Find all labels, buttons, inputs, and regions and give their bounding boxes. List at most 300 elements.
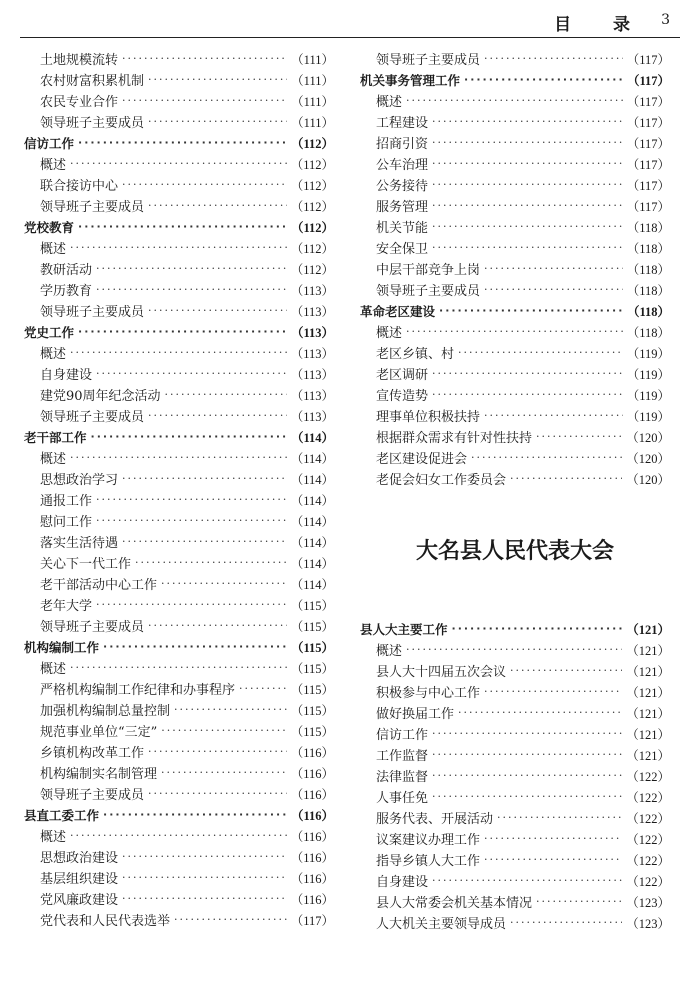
toc-entry	[24, 615, 334, 636]
toc-entry-label: 教研活动	[40, 263, 93, 278]
toc-entry	[360, 807, 670, 828]
toc-entry-page: （115）	[290, 598, 334, 613]
toc-leader-dots	[458, 346, 623, 359]
toc-entry-label: 领导班子主要成员	[40, 200, 145, 215]
toc-entry	[360, 723, 670, 744]
toc-entry-label: 根据群众需求有针对性扶持	[376, 431, 533, 446]
toc-entry-label: 概述	[40, 452, 67, 467]
toc-entry	[24, 279, 334, 300]
toc-leader-dots	[510, 664, 622, 677]
toc-entry-label: 思想政治建设	[40, 851, 119, 866]
toc-entry	[360, 342, 670, 363]
toc-entry-label: 服务代表、开展活动	[376, 812, 494, 827]
toc-leader-dots	[432, 241, 623, 254]
toc-entry-page: （118）	[626, 304, 670, 319]
toc-entry-page: （113）	[290, 388, 334, 403]
toc-leader-dots	[439, 304, 623, 317]
toc-entry-label: 宣传造势	[376, 389, 429, 404]
toc-leader-dots	[406, 643, 622, 656]
toc-entry-page: （112）	[290, 262, 334, 277]
toc-entry-page: （117）	[626, 73, 670, 88]
toc-entry	[24, 762, 334, 783]
toc-entry	[360, 870, 670, 891]
toc-entry	[360, 216, 670, 237]
toc-entry-page: （119）	[626, 388, 670, 403]
toc-entry-page: （115）	[290, 619, 334, 634]
toc-entry	[24, 678, 334, 699]
toc-entry	[24, 720, 334, 741]
toc-entry-page: （115）	[290, 703, 334, 718]
toc-entry	[360, 447, 670, 468]
toc-entry-label: 自身建设	[376, 875, 429, 890]
toc-leader-dots	[161, 724, 286, 737]
toc-leader-dots	[122, 535, 287, 548]
toc-entry-label: 领导班子主要成员	[376, 284, 481, 299]
toc-leader-dots	[458, 706, 622, 719]
toc-entry	[24, 342, 334, 363]
toc-entry	[24, 552, 334, 573]
toc-entry-page: （116）	[290, 829, 334, 844]
toc-entry-page: （117）	[290, 913, 334, 928]
toc-entry-page: （121）	[626, 685, 670, 700]
toc-entry-label: 机构编制工作	[24, 639, 100, 655]
toc-entry-label: 加强机构编制总量控制	[40, 704, 171, 719]
toc-entry-label: 党代表和人民代表选举	[40, 914, 171, 929]
toc-leader-dots	[432, 367, 623, 380]
toc-section-entry	[24, 216, 334, 237]
toc-entry	[24, 447, 334, 468]
toc-entry	[24, 48, 334, 69]
toc-leader-dots	[432, 790, 622, 803]
toc-entry	[360, 702, 670, 723]
toc-entry-page: （118）	[626, 220, 670, 235]
toc-leader-dots	[165, 388, 287, 401]
toc-leader-dots	[148, 115, 287, 128]
toc-entry-label: 招商引资	[376, 137, 429, 152]
toc-leader-dots	[122, 52, 287, 65]
toc-entry-label: 概述	[40, 347, 67, 362]
toc-section-entry	[24, 132, 334, 153]
toc-leader-dots	[148, 304, 287, 317]
toc-entry-page: （116）	[290, 850, 334, 865]
toc-entry-label: 中层干部竞争上岗	[376, 263, 481, 278]
toc-leader-dots	[536, 895, 622, 908]
toc-entry	[360, 279, 670, 300]
toc-entry	[360, 90, 670, 111]
toc-entry	[360, 765, 670, 786]
toc-entry-page: （116）	[290, 808, 334, 823]
toc-leader-dots	[432, 220, 623, 233]
toc-entry-label: 党史工作	[24, 324, 75, 340]
toc-entry-label: 基层组织建设	[40, 872, 119, 887]
toc-entry-label: 领导班子主要成员	[40, 305, 145, 320]
toc-entry-label: 概述	[40, 830, 67, 845]
toc-entry	[24, 594, 334, 615]
toc-entry-page: （115）	[290, 682, 334, 697]
toc-entry-page: （118）	[626, 241, 670, 256]
toc-leader-dots	[148, 409, 287, 422]
toc-leader-dots	[70, 661, 287, 674]
toc-section-entry	[360, 618, 670, 639]
toc-leader-dots	[148, 73, 287, 86]
toc-entry-label: 人事任免	[376, 791, 429, 806]
toc-entry-page: （121）	[626, 748, 670, 763]
toc-leader-dots	[484, 262, 623, 275]
toc-leader-dots	[70, 829, 287, 842]
toc-section-entry	[24, 426, 334, 447]
toc-entry-page: （118）	[626, 262, 670, 277]
toc-entry	[360, 321, 670, 342]
toc-entry	[360, 237, 670, 258]
toc-entry-page: （118）	[626, 325, 670, 340]
toc-entry	[360, 132, 670, 153]
toc-leader-dots	[70, 451, 287, 464]
toc-entry	[360, 660, 670, 681]
toc-leader-dots	[174, 703, 287, 716]
toc-entry	[360, 111, 670, 132]
toc-entry-page: （121）	[626, 706, 670, 721]
toc-entry-label: 概述	[40, 242, 67, 257]
toc-entry	[360, 849, 670, 870]
toc-leader-dots	[432, 157, 623, 170]
toc-entry	[24, 699, 334, 720]
toc-entry-page: （119）	[626, 367, 670, 382]
toc-entry-page: （114）	[290, 493, 334, 508]
toc-entry	[24, 825, 334, 846]
toc-leader-dots	[432, 115, 623, 128]
toc-section-entry	[24, 804, 334, 825]
toc-leader-dots	[103, 640, 287, 653]
toc-entry-page: （111）	[291, 94, 334, 109]
toc-entry-label: 领导班子主要成员	[40, 788, 145, 803]
toc-entry-label: 概述	[376, 326, 403, 341]
toc-entry-page: （118）	[626, 283, 670, 298]
toc-entry-label: 土地规模流转	[40, 53, 119, 68]
toc-leader-dots	[70, 346, 287, 359]
toc-entry-label: 老区调研	[376, 368, 429, 383]
toc-leader-dots	[432, 136, 623, 149]
toc-leader-dots	[432, 874, 622, 887]
toc-leader-dots	[148, 787, 287, 800]
toc-entry-label: 人大机关主要领导成员	[376, 917, 507, 932]
toc-entry-page: （113）	[290, 283, 334, 298]
toc-entry-label: 落实生活待遇	[40, 536, 119, 551]
toc-entry-label: 通报工作	[40, 494, 93, 509]
toc-right-column	[360, 48, 670, 489]
toc-entry-label: 关心下一代工作	[40, 557, 132, 572]
toc-entry	[24, 741, 334, 762]
toc-entry-page: （117）	[626, 178, 670, 193]
toc-entry-page: （122）	[626, 874, 670, 889]
toc-leader-dots	[452, 622, 623, 635]
toc-leader-dots	[78, 220, 287, 233]
toc-entry-page: （122）	[626, 790, 670, 805]
toc-entry-label: 建党90周年纪念活动	[40, 389, 161, 404]
toc-leader-dots	[122, 178, 287, 191]
toc-entry-page: （114）	[290, 556, 334, 571]
toc-leader-dots	[96, 598, 287, 611]
toc-entry	[24, 195, 334, 216]
toc-entry-label: 县人大常委会机关基本情况	[376, 896, 533, 911]
toc-entry	[360, 891, 670, 912]
toc-entry	[360, 174, 670, 195]
toc-leader-dots	[174, 913, 287, 926]
toc-leader-dots	[484, 283, 623, 296]
toc-entry-label: 老年大学	[40, 599, 93, 614]
toc-section-entry	[24, 321, 334, 342]
toc-entry	[360, 912, 670, 933]
toc-entry	[24, 867, 334, 888]
toc-entry-label: 老促会妇女工作委员会	[376, 473, 507, 488]
toc-entry-label: 概述	[376, 95, 403, 110]
toc-entry-label: 信访工作	[24, 135, 75, 151]
toc-leader-dots	[464, 73, 623, 86]
toc-entry-page: （117）	[626, 199, 670, 214]
section-title: 大名县人民代表大会	[415, 539, 614, 564]
toc-leader-dots	[471, 451, 622, 464]
toc-entry-page: （119）	[626, 346, 670, 361]
toc-entry-page: （113）	[290, 304, 334, 319]
toc-entry-page: （122）	[626, 811, 670, 826]
toc-leader-dots	[239, 682, 287, 695]
toc-entry-page: （111）	[291, 52, 334, 67]
toc-leader-dots	[510, 472, 622, 485]
toc-entry-page: （114）	[290, 577, 334, 592]
toc-leader-dots	[432, 199, 623, 212]
toc-entry	[24, 531, 334, 552]
toc-entry-label: 公车治理	[376, 158, 429, 173]
toc-entry	[24, 90, 334, 111]
toc-entry	[360, 828, 670, 849]
toc-entry-label: 县直工委工作	[24, 807, 100, 823]
toc-leader-dots	[122, 850, 287, 863]
toc-entry	[360, 258, 670, 279]
toc-entry-label: 服务管理	[376, 200, 429, 215]
toc-entry-label: 概述	[376, 644, 403, 659]
toc-entry-label: 严格机构编制工作纪律和办事程序	[40, 683, 236, 698]
page-header	[0, 0, 700, 38]
toc-entry	[24, 489, 334, 510]
toc-entry	[360, 363, 670, 384]
toc-entry-page: （113）	[290, 367, 334, 382]
toc-entry-label: 革命老区建设	[360, 303, 436, 319]
toc-leader-dots	[484, 832, 622, 845]
toc-entry-label: 法律监督	[376, 770, 429, 785]
toc-entry-page: （117）	[626, 52, 670, 67]
toc-entry-label: 老区乡镇、村	[376, 347, 455, 362]
toc-entry-page: （112）	[290, 178, 334, 193]
toc-entry-label: 学历教育	[40, 284, 93, 299]
toc-entry-page: （116）	[290, 892, 334, 907]
toc-entry-label: 机关节能	[376, 221, 429, 236]
toc-entry-label: 规范事业单位“三定”	[40, 725, 158, 740]
toc-leader-dots	[70, 241, 287, 254]
toc-left-column	[24, 48, 334, 930]
toc-entry-label: 县人大主要工作	[360, 621, 448, 637]
toc-entry-label: 党风廉政建设	[40, 893, 119, 908]
toc-entry-page: （119）	[626, 409, 670, 424]
toc-leader-dots	[148, 619, 287, 632]
toc-leader-dots	[135, 556, 287, 569]
toc-section-entry	[360, 69, 670, 90]
toc-leader-dots	[406, 325, 623, 338]
toc-entry-page: （122）	[626, 769, 670, 784]
toc-entry-page: （121）	[626, 622, 670, 637]
toc-entry-page: （112）	[290, 136, 334, 151]
toc-entry-label: 概述	[40, 662, 67, 677]
toc-leader-dots	[484, 409, 623, 422]
toc-leader-dots	[161, 577, 287, 590]
toc-entry-label: 领导班子主要成员	[40, 116, 145, 131]
toc-entry-page: （115）	[290, 724, 334, 739]
toc-entry-label: 慰问工作	[40, 515, 93, 530]
toc-entry-page: （120）	[626, 472, 670, 487]
toc-section-entry	[24, 636, 334, 657]
toc-entry-page: （116）	[290, 766, 334, 781]
toc-entry-label: 安全保卫	[376, 242, 429, 257]
toc-entry-page: （112）	[290, 157, 334, 172]
toc-leader-dots	[484, 52, 623, 65]
toc-entry-label: 乡镇机构改革工作	[40, 746, 145, 761]
toc-entry-label: 自身建设	[40, 368, 93, 383]
toc-entry-page: （121）	[626, 727, 670, 742]
toc-entry-page: （112）	[290, 241, 334, 256]
toc-entry-page: （112）	[290, 220, 334, 235]
toc-entry-page: （114）	[290, 451, 334, 466]
header-rule	[20, 37, 680, 38]
toc-entry	[24, 846, 334, 867]
toc-leader-dots	[96, 367, 287, 380]
toc-entry	[360, 384, 670, 405]
toc-entry	[24, 783, 334, 804]
toc-entry-page: （114）	[290, 430, 334, 445]
toc-leader-dots	[122, 472, 287, 485]
toc-entry-label: 老干部工作	[24, 429, 87, 445]
toc-entry-page: （117）	[626, 157, 670, 172]
toc-entry	[360, 681, 670, 702]
toc-leader-dots	[484, 853, 622, 866]
toc-entry-label: 信访工作	[376, 728, 429, 743]
toc-entry-page: （111）	[291, 115, 334, 130]
toc-entry	[24, 363, 334, 384]
toc-entry	[24, 468, 334, 489]
toc-entry-label: 工程建设	[376, 116, 429, 131]
toc-entry-label: 思想政治学习	[40, 473, 119, 488]
toc-entry-label: 县人大十四届五次会议	[376, 665, 507, 680]
toc-entry	[24, 174, 334, 195]
toc-leader-dots	[70, 157, 287, 170]
toc-leader-dots	[122, 892, 287, 905]
toc-entry-page: （113）	[290, 409, 334, 424]
toc-entry-page: （114）	[290, 535, 334, 550]
toc-entry	[360, 786, 670, 807]
toc-entry	[24, 384, 334, 405]
toc-entry-label: 党校教育	[24, 219, 75, 235]
toc-entry-label: 老区建设促进会	[376, 452, 468, 467]
toc-entry-label: 理事单位积极扶持	[376, 410, 481, 425]
toc-leader-dots	[432, 178, 623, 191]
toc-entry-page: （111）	[291, 73, 334, 88]
toc-entry-page: （121）	[626, 664, 670, 679]
toc-right-column-lower	[360, 618, 670, 933]
toc-entry	[360, 426, 670, 447]
toc-leader-dots	[536, 430, 622, 443]
toc-entry-page: （115）	[290, 640, 334, 655]
toc-entry-label: 概述	[40, 158, 67, 173]
toc-leader-dots	[432, 748, 622, 761]
toc-section-entry	[360, 300, 670, 321]
toc-entry-label: 领导班子主要成员	[40, 620, 145, 635]
toc-entry-label: 联合接访中心	[40, 179, 119, 194]
toc-leader-dots	[432, 769, 622, 782]
toc-entry-page: （112）	[290, 199, 334, 214]
toc-leader-dots	[122, 871, 287, 884]
toc-entry	[24, 405, 334, 426]
toc-entry-page: （117）	[626, 136, 670, 151]
toc-leader-dots	[497, 811, 622, 824]
toc-entry	[24, 573, 334, 594]
toc-leader-dots	[406, 94, 623, 107]
toc-leader-dots	[91, 430, 287, 443]
toc-leader-dots	[432, 388, 623, 401]
toc-entry	[360, 48, 670, 69]
toc-entry	[24, 237, 334, 258]
toc-entry	[24, 657, 334, 678]
toc-entry-page: （113）	[290, 325, 334, 340]
toc-entry	[24, 909, 334, 930]
toc-entry-page: （121）	[626, 643, 670, 658]
header-title: 目 录	[554, 15, 648, 35]
toc-leader-dots	[432, 727, 622, 740]
toc-entry-page: （115）	[290, 661, 334, 676]
toc-entry-page: （113）	[290, 346, 334, 361]
toc-entry	[360, 744, 670, 765]
toc-leader-dots	[161, 766, 287, 779]
toc-entry-label: 工作监督	[376, 749, 429, 764]
toc-leader-dots	[78, 136, 287, 149]
toc-entry-page: （117）	[626, 115, 670, 130]
toc-entry-label: 议案建议办理工作	[376, 833, 481, 848]
toc-entry-page: （120）	[626, 430, 670, 445]
toc-entry-label: 机构编制实名制管理	[40, 767, 158, 782]
toc-entry-page: （116）	[290, 745, 334, 760]
toc-leader-dots	[96, 283, 287, 296]
toc-entry	[24, 258, 334, 279]
toc-entry	[24, 510, 334, 531]
toc-entry	[24, 111, 334, 132]
toc-leader-dots	[96, 262, 287, 275]
toc-entry	[24, 300, 334, 321]
toc-entry-label: 做好换届工作	[376, 707, 455, 722]
toc-entry-page: （117）	[626, 94, 670, 109]
toc-entry	[360, 195, 670, 216]
toc-entry-page: （120）	[626, 451, 670, 466]
toc-leader-dots	[148, 745, 287, 758]
toc-leader-dots	[122, 94, 287, 107]
toc-leader-dots	[96, 493, 287, 506]
toc-leader-dots	[484, 685, 622, 698]
toc-entry-label: 领导班子主要成员	[376, 53, 481, 68]
toc-entry-page: （122）	[626, 853, 670, 868]
toc-leader-dots	[103, 808, 287, 821]
toc-entry-label: 指导乡镇人大工作	[376, 854, 481, 869]
toc-leader-dots	[510, 916, 622, 929]
toc-entry-page: （114）	[290, 472, 334, 487]
toc-entry-label: 领导班子主要成员	[40, 410, 145, 425]
toc-entry-label: 农民专业合作	[40, 95, 119, 110]
toc-entry-page: （122）	[626, 832, 670, 847]
toc-entry-page: （116）	[290, 871, 334, 886]
